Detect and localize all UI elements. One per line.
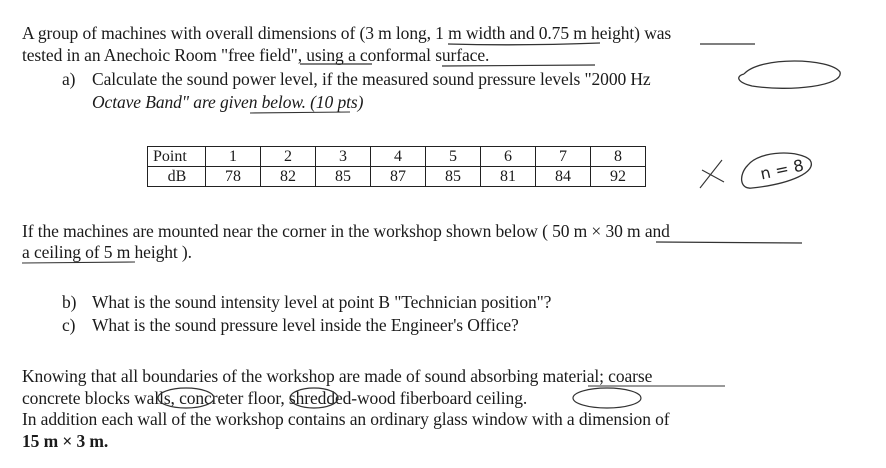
table-cell-level: 82 (261, 167, 316, 187)
table-cell-level: 87 (371, 167, 426, 187)
mounting-line-1: If the machines are mounted near the corner in the workshop shown below ( 50 m × 30 m and (22, 221, 670, 241)
table-cell-level: 92 (591, 167, 646, 187)
part-c-text: What is the sound pressure level inside the Engineer's Office? (92, 315, 519, 335)
part-a-text-2: Octave Band" are given below. (10 pts) (92, 92, 364, 112)
mounting-line-2: a ceiling of 5 m height ). (22, 242, 192, 262)
part-a-marker: a) (62, 69, 76, 89)
table-cell-point: 2 (261, 147, 316, 167)
table-row-levels (148, 167, 646, 187)
part-b (62, 292, 551, 313)
table-cell-level: 78 (206, 167, 261, 187)
table-cell-level: 85 (426, 167, 481, 187)
table-cell-level: 85 (316, 167, 371, 187)
table-cell-point: 1 (206, 147, 261, 167)
part-a-text-1: Calculate the sound power level, if the measured sound pressure levels "2000 Hz (92, 69, 651, 89)
table-cell-point: 4 (371, 147, 426, 167)
table-header-db: dB (148, 167, 206, 187)
part-a (62, 69, 651, 90)
table-row-points (148, 147, 646, 167)
table-cell-point: 3 (316, 147, 371, 167)
table-cell-point: 6 (481, 147, 536, 167)
boundaries-line-1: Knowing that all boundaries of the workshop are made of sound absorbing material; coarse (22, 366, 653, 386)
table-cell-point: 5 (426, 147, 481, 167)
intro-line-1: A group of machines with overall dimensions of (3 m long, 1 m width and 0.75 m height) was (22, 23, 672, 43)
table-cell-level: 81 (481, 167, 536, 187)
part-c (62, 315, 519, 336)
part-b-text: What is the sound intensity level at point B "Technician position"? (92, 292, 552, 312)
boundaries-line-3: In addition each wall of the workshop contains an ordinary glass window with a dimension of (22, 409, 670, 429)
boundaries-line-4: 15 m × 3 m. (22, 431, 109, 451)
table-cell-point: 7 (536, 147, 591, 167)
intro-line-2: tested in an Anechoic Room "free field", using a conformal surface. (22, 45, 490, 65)
sound-pressure-table (147, 146, 646, 187)
table-cell-level: 84 (536, 167, 591, 187)
handwritten-note: n = 8 (758, 155, 806, 184)
table-cell-point: 8 (591, 147, 646, 167)
part-c-marker: c) (62, 315, 76, 335)
boundaries-line-2: concrete blocks walls, concreter floor, shredded-wood fiberboard ceiling. (22, 388, 528, 408)
part-b-marker: b) (62, 292, 77, 312)
table-header-point: Point (148, 147, 206, 167)
